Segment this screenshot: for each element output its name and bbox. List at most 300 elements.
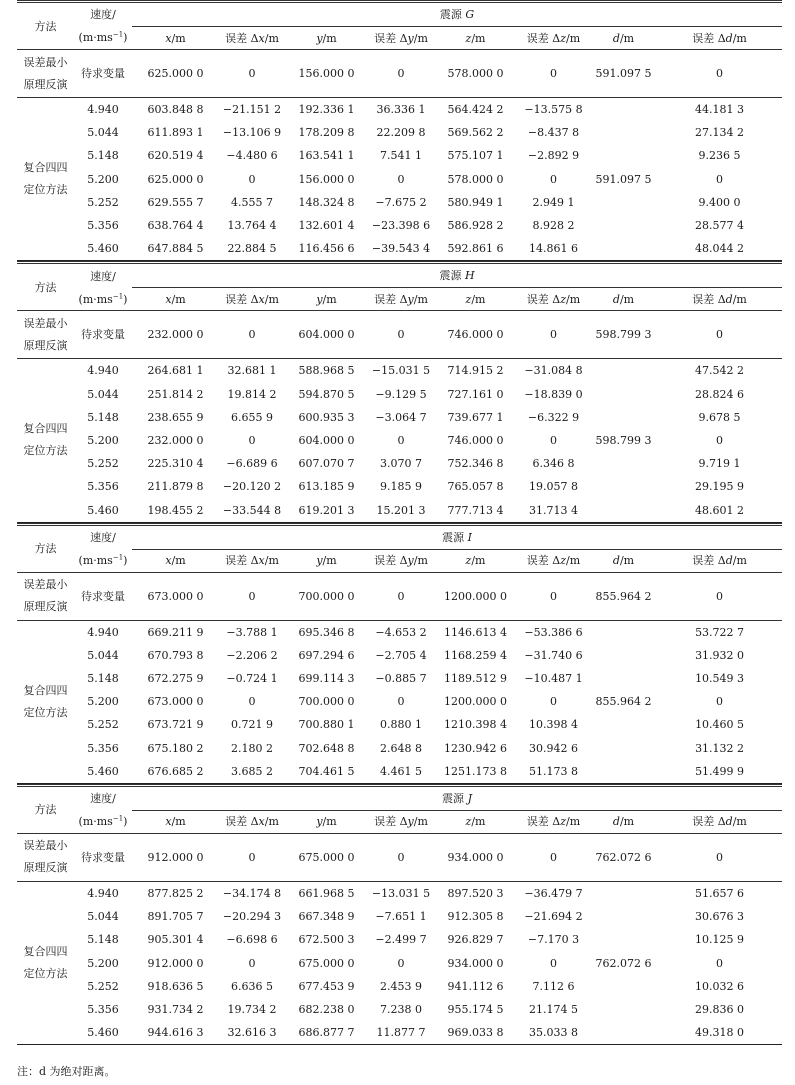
cell-z: 586.928 2 [447, 219, 504, 233]
cell-z: 1200.000 0 [444, 695, 507, 709]
method-min-error [17, 572, 74, 620]
cell-y: 700.000 0 [298, 695, 355, 709]
cell-x: 625.000 0 [132, 50, 219, 98]
source-prefix: 震源 [439, 269, 465, 283]
header-col-dx: 误差 Δx/m [219, 27, 285, 50]
cell-y: 699.114 3 [298, 672, 355, 686]
cell-dy: 0.880 1 [380, 718, 422, 732]
header-col-y: y/m [285, 810, 368, 833]
cell-y: 619.201 3 [285, 498, 368, 522]
cell-d [590, 191, 657, 214]
table-row [17, 383, 782, 406]
table-section [17, 0, 782, 261]
cell-dz: −8.437 8 [527, 126, 580, 140]
cell-d [590, 928, 657, 951]
header-speed-unit [74, 549, 132, 572]
cell-dz: 0 [550, 433, 557, 447]
cell-speed: 5.044 [87, 910, 119, 924]
cell-dx: 13.764 4 [227, 219, 277, 233]
cell-y: 700.000 0 [285, 572, 368, 620]
cell-speed: 5.356 [87, 741, 119, 755]
cell-dd: 10.125 9 [695, 933, 745, 947]
method-label-line1: 误差最小 [23, 578, 68, 592]
table-row [17, 737, 782, 760]
table-row [17, 121, 782, 144]
cell-x: 225.310 4 [147, 457, 204, 471]
cell-dz: 21.174 5 [529, 1002, 578, 1016]
cell-dz: 10.398 4 [529, 718, 578, 732]
cell-y: 132.601 4 [298, 219, 355, 233]
cell-speed: 5.460 [74, 237, 132, 261]
cell-dy: 0 [397, 172, 405, 186]
table-row [17, 1021, 782, 1045]
cell-x: 676.685 2 [132, 760, 219, 784]
variable-symbol: z [465, 815, 472, 829]
method-min-error [17, 50, 74, 98]
header-method: 方法 [17, 785, 74, 833]
method-label-line1: 复合四四 [23, 422, 68, 436]
cell-dy: 2.648 8 [380, 741, 422, 755]
table-row [17, 690, 782, 713]
method-label-line2: 原理反演 [23, 861, 68, 875]
method-composite [17, 359, 74, 522]
cell-dd: 10.032 6 [695, 979, 745, 993]
table-row [17, 998, 782, 1021]
variable-symbol: z [465, 554, 472, 568]
method-composite [17, 620, 74, 783]
header-speed: 速度/ [74, 785, 132, 810]
speed-unit-exponent: −1 [112, 291, 124, 300]
variable-symbol: y [316, 815, 323, 829]
table-row [17, 975, 782, 998]
cell-x: 675.180 2 [147, 741, 204, 755]
cell-speed: 5.200 [87, 695, 119, 709]
variable-symbol: z [560, 554, 567, 568]
cell-dy: −15.031 5 [371, 364, 431, 378]
variable-symbol: x [165, 31, 172, 45]
cell-speed: 5.460 [74, 1021, 132, 1045]
cell-x: 238.655 9 [147, 410, 204, 424]
cell-dd: 0 [716, 433, 724, 447]
cell-y: 163.541 1 [298, 149, 355, 163]
header-speed-unit [74, 810, 132, 833]
cell-x: 232.000 0 [147, 433, 204, 447]
cell-y: 613.185 9 [298, 480, 355, 494]
cell-y: 675.000 0 [285, 833, 368, 881]
method-composite [17, 98, 74, 261]
header-col-dd: 误差 Δd/m [657, 288, 782, 311]
table-row [17, 905, 782, 928]
cell-y: 686.877 7 [285, 1021, 368, 1045]
cell-dy: −4.653 2 [375, 625, 427, 639]
cell-dz: −13.575 8 [524, 103, 583, 117]
method-label-line2: 定位方法 [23, 967, 68, 981]
cell-d [590, 905, 657, 928]
table-row [17, 667, 782, 690]
header-col-y: y/m [285, 288, 368, 311]
cell-x: 232.000 0 [132, 311, 219, 359]
cell-dz: 0 [550, 695, 557, 709]
cell-x: 264.681 1 [147, 364, 204, 378]
unknown-variable: 待求变量 [74, 572, 132, 620]
cell-dy: −7.675 2 [375, 195, 427, 209]
cell-d [590, 359, 657, 383]
cell-z: 592.861 6 [434, 237, 517, 261]
cell-dd: 9.236 5 [698, 149, 741, 163]
cell-x: 673.000 0 [147, 695, 204, 709]
cell-dd: 44.181 3 [695, 103, 745, 117]
cell-d: 762.072 6 [595, 956, 652, 970]
table-section [17, 784, 782, 1045]
cell-dz: 2.949 1 [532, 195, 575, 209]
table-row [17, 359, 782, 383]
cell-speed: 4.940 [87, 103, 119, 117]
cell-y: 607.070 7 [298, 457, 355, 471]
cell-dy: 0 [368, 50, 434, 98]
cell-d [590, 475, 657, 498]
table-row [17, 475, 782, 498]
cell-x: 673.721 9 [147, 718, 204, 732]
cell-z: 746.000 0 [434, 311, 517, 359]
cell-d [590, 644, 657, 667]
variable-symbol: x [258, 554, 265, 568]
cell-dx: 0 [219, 311, 285, 359]
variable-symbol: y [407, 554, 414, 568]
cell-speed: 5.148 [87, 933, 119, 947]
table-note: 注：d 为绝对距离。 [17, 1065, 116, 1078]
method-min-error [17, 833, 74, 881]
cell-dx: 3.685 2 [219, 760, 285, 784]
cell-d [590, 383, 657, 406]
cell-dd: 30.676 3 [695, 910, 745, 924]
cell-dy: 15.201 3 [368, 498, 434, 522]
cell-dx: −13.106 9 [222, 126, 282, 140]
cell-dy: 0 [397, 956, 405, 970]
cell-z: 1251.173 8 [434, 760, 517, 784]
cell-dd: 49.318 0 [657, 1021, 782, 1045]
cell-y: 600.935 3 [298, 410, 355, 424]
cell-dd: 0 [657, 311, 782, 359]
cell-dz: −31.740 6 [524, 648, 583, 662]
cell-d: 855.964 2 [595, 695, 652, 709]
table-row [17, 498, 782, 522]
cell-dx: 22.884 5 [219, 237, 285, 261]
header-speed: 速度/ [74, 263, 132, 288]
cell-dd: 31.132 2 [695, 741, 745, 755]
cell-dd: 29.836 0 [695, 1002, 745, 1016]
cell-x: 629.555 7 [147, 195, 204, 209]
cell-z: 926.829 7 [447, 933, 504, 947]
cell-dx: 0 [219, 572, 285, 620]
cell-speed: 5.200 [87, 433, 119, 447]
cell-x: 944.616 3 [132, 1021, 219, 1045]
cell-z: 714.915 2 [447, 364, 504, 378]
cell-dd: 0 [657, 50, 782, 98]
cell-dd: 0 [657, 833, 782, 881]
cell-d [590, 98, 657, 122]
unknown-variable: 待求变量 [74, 50, 132, 98]
cell-dd: 27.134 2 [695, 126, 745, 140]
cell-dd: 53.722 7 [695, 625, 745, 639]
table-row [17, 644, 782, 667]
header-col-dx: 误差 Δx/m [219, 810, 285, 833]
cell-d [590, 1021, 657, 1045]
cell-y: 148.324 8 [298, 195, 355, 209]
cell-dy: 0 [397, 695, 405, 709]
cell-dz: −2.892 9 [527, 149, 580, 163]
speed-unit-close: ) [123, 815, 128, 829]
variable-symbol: z [560, 815, 567, 829]
cell-dx: 0 [248, 172, 256, 186]
header-col-x: x/m [132, 549, 219, 572]
variable-symbol: d [725, 292, 733, 306]
cell-dz: −53.386 6 [524, 625, 583, 639]
header-col-dx: 误差 Δx/m [219, 288, 285, 311]
cell-x: 669.211 9 [147, 625, 204, 639]
header-method: 方法 [17, 263, 74, 311]
cell-dx: 0 [219, 833, 285, 881]
method-label-line1: 误差最小 [23, 839, 68, 853]
cell-dd: 31.932 0 [695, 648, 745, 662]
table-row [17, 452, 782, 475]
cell-dz: 0 [550, 956, 557, 970]
table-row [17, 168, 782, 191]
header-col-dd: 误差 Δd/m [657, 810, 782, 833]
cell-dx: 0.721 9 [231, 718, 273, 732]
cell-dx: −6.698 6 [226, 933, 278, 947]
cell-dy: −39.543 4 [368, 237, 434, 261]
variable-symbol: y [407, 815, 414, 829]
cell-d: 855.964 2 [590, 572, 657, 620]
cell-z: 1200.000 0 [434, 572, 517, 620]
header-col-dz: 误差 Δz/m [517, 288, 590, 311]
cell-x: 198.455 2 [132, 498, 219, 522]
cell-z: 969.033 8 [434, 1021, 517, 1045]
method-label-line1: 复合四四 [23, 945, 68, 959]
cell-dy: −3.064 7 [375, 410, 427, 424]
variable-symbol: d [612, 292, 620, 306]
cell-z: 912.305 8 [447, 910, 504, 924]
cell-d [590, 667, 657, 690]
header-col-z: z/m [434, 288, 517, 311]
cell-x: 625.000 0 [147, 172, 204, 186]
cell-dx: 19.734 2 [227, 1002, 277, 1016]
header-col-d: d/m [590, 810, 657, 833]
header-speed: 速度/ [74, 524, 132, 549]
cell-dz: 35.033 8 [517, 1021, 590, 1045]
cell-dz: −7.170 3 [527, 933, 580, 947]
variable-symbol: x [258, 815, 265, 829]
cell-dz: −36.479 7 [524, 887, 583, 901]
cell-dd: 28.824 6 [695, 387, 745, 401]
cell-y: 697.294 6 [298, 648, 355, 662]
cell-z: 897.520 3 [447, 887, 504, 901]
cell-z: 564.424 2 [447, 103, 504, 117]
cell-dy: 22.209 8 [376, 126, 426, 140]
cell-dy: −2.499 7 [375, 933, 427, 947]
cell-speed: 5.356 [87, 219, 119, 233]
table-row [17, 952, 782, 975]
table-row [17, 928, 782, 951]
variable-symbol: d [612, 815, 620, 829]
header-col-dy: 误差 Δy/m [368, 288, 434, 311]
variable-symbol: y [407, 292, 414, 306]
cell-speed: 5.460 [74, 760, 132, 784]
cell-x: 672.275 9 [147, 672, 204, 686]
cell-dd: 10.460 5 [695, 718, 745, 732]
variable-symbol: x [258, 31, 265, 45]
cell-y: 594.870 5 [298, 387, 355, 401]
method-label-line2: 定位方法 [23, 705, 68, 719]
cell-dd: 48.601 2 [657, 498, 782, 522]
variable-symbol: z [465, 292, 472, 306]
header-source [132, 263, 782, 288]
variable-symbol: z [560, 292, 567, 306]
cell-x: 931.734 2 [147, 1002, 204, 1016]
cell-dz: 0 [550, 172, 557, 186]
cell-dz: 7.112 6 [532, 979, 575, 993]
cell-x: 912.000 0 [132, 833, 219, 881]
cell-dx: 0 [219, 50, 285, 98]
cell-z: 727.161 0 [447, 387, 504, 401]
cell-dd: 51.499 9 [657, 760, 782, 784]
cell-dx: −20.120 2 [222, 480, 282, 494]
speed-unit-text: (m·ms [78, 553, 113, 567]
cell-dz: 0 [517, 572, 590, 620]
method-label-line1: 误差最小 [23, 316, 68, 330]
cell-dy: 3.070 7 [380, 457, 422, 471]
header-col-z: z/m [434, 810, 517, 833]
cell-dy: −0.885 7 [375, 672, 427, 686]
cell-y: 588.968 5 [298, 364, 355, 378]
header-col-dz: 误差 Δz/m [517, 810, 590, 833]
table-row [17, 881, 782, 905]
variable-symbol: x [165, 815, 172, 829]
cell-dx: 0 [248, 433, 256, 447]
cell-speed: 5.148 [87, 149, 119, 163]
cell-x: 620.519 4 [147, 149, 204, 163]
variable-symbol: x [165, 554, 172, 568]
table-section [17, 261, 782, 522]
cell-d [590, 737, 657, 760]
cell-dx: −21.151 2 [222, 103, 282, 117]
cell-y: 702.648 8 [298, 741, 355, 755]
cell-dx: 0 [248, 695, 256, 709]
cell-dd: 0 [716, 172, 724, 186]
cell-speed: 5.044 [87, 387, 119, 401]
cell-dy: −13.031 5 [371, 887, 431, 901]
variable-symbol: y [316, 554, 323, 568]
speed-unit-text: (m·ms [78, 292, 113, 306]
cell-z: 752.346 8 [447, 457, 504, 471]
speed-unit-close: ) [123, 292, 128, 306]
source-prefix: 震源 [442, 530, 468, 544]
cell-y: 178.209 8 [298, 126, 355, 140]
cell-z: 578.000 0 [434, 50, 517, 98]
cell-speed: 5.200 [87, 172, 119, 186]
cell-x: 611.893 1 [147, 126, 204, 140]
speed-unit-exponent: −1 [112, 814, 124, 823]
table-section [17, 523, 782, 784]
cell-speed: 5.252 [87, 979, 119, 993]
header-col-dy: 误差 Δy/m [368, 549, 434, 572]
cell-dy: 7.238 0 [380, 1002, 422, 1016]
cell-y: 156.000 0 [285, 50, 368, 98]
variable-symbol: d [612, 31, 620, 45]
cell-dz: 0 [517, 833, 590, 881]
cell-dx: −20.294 3 [222, 910, 282, 924]
cell-dd: 47.542 2 [695, 364, 745, 378]
cell-d [590, 406, 657, 429]
header-speed: 速度/ [74, 2, 132, 27]
cell-dx: 0 [248, 956, 256, 970]
cell-dx: −4.480 6 [226, 149, 278, 163]
cell-dx: −33.544 8 [219, 498, 285, 522]
cell-dd: 0 [657, 572, 782, 620]
cell-dy: −9.129 5 [375, 387, 427, 401]
cell-d [590, 881, 657, 905]
cell-dd: 0 [716, 956, 724, 970]
cell-dz: 8.928 2 [532, 219, 575, 233]
table-row [17, 214, 782, 237]
cell-d [590, 144, 657, 167]
cell-x: 905.301 4 [147, 933, 204, 947]
header-speed-unit [74, 288, 132, 311]
cell-d [590, 760, 657, 784]
results-table [17, 0, 782, 1045]
cell-y: 682.238 0 [298, 1002, 355, 1016]
cell-speed: 5.200 [87, 956, 119, 970]
cell-dy: 9.185 9 [380, 480, 422, 494]
cell-z: 739.677 1 [447, 410, 504, 424]
cell-dz: 51.173 8 [517, 760, 590, 784]
speed-unit-text: (m·ms [78, 815, 113, 829]
cell-z: 746.000 0 [447, 433, 504, 447]
cell-dx: −3.788 1 [226, 625, 278, 639]
header-source [132, 524, 782, 549]
cell-y: 677.453 9 [298, 979, 355, 993]
header-col-z: z/m [434, 27, 517, 50]
cell-z: 777.713 4 [434, 498, 517, 522]
cell-y: 667.348 9 [298, 910, 355, 924]
header-col-x: x/m [132, 810, 219, 833]
header-method: 方法 [17, 2, 74, 50]
header-col-y: y/m [285, 549, 368, 572]
cell-d: 762.072 6 [590, 833, 657, 881]
cell-dy: 2.453 9 [380, 979, 422, 993]
cell-dz: −18.839 0 [524, 387, 583, 401]
table-row [17, 620, 782, 644]
header-source [132, 785, 782, 810]
cell-speed: 5.252 [87, 718, 119, 732]
cell-dx: −34.174 8 [222, 887, 282, 901]
header-col-dz: 误差 Δz/m [517, 27, 590, 50]
cell-y: 192.336 1 [298, 103, 355, 117]
cell-x: 647.884 5 [132, 237, 219, 261]
cell-speed: 4.940 [87, 364, 119, 378]
cell-y: 116.456 6 [285, 237, 368, 261]
cell-dy: −2.705 4 [375, 648, 427, 662]
cell-dz: −21.694 2 [524, 910, 583, 924]
header-col-d: d/m [590, 549, 657, 572]
cell-dd: 9.719 1 [698, 457, 741, 471]
variable-symbol: d [612, 554, 620, 568]
cell-dz: −31.084 8 [524, 364, 583, 378]
header-col-dx: 误差 Δx/m [219, 549, 285, 572]
cell-speed: 5.356 [87, 480, 119, 494]
cell-dy: −7.651 1 [375, 910, 427, 924]
cell-z: 569.562 2 [447, 126, 504, 140]
